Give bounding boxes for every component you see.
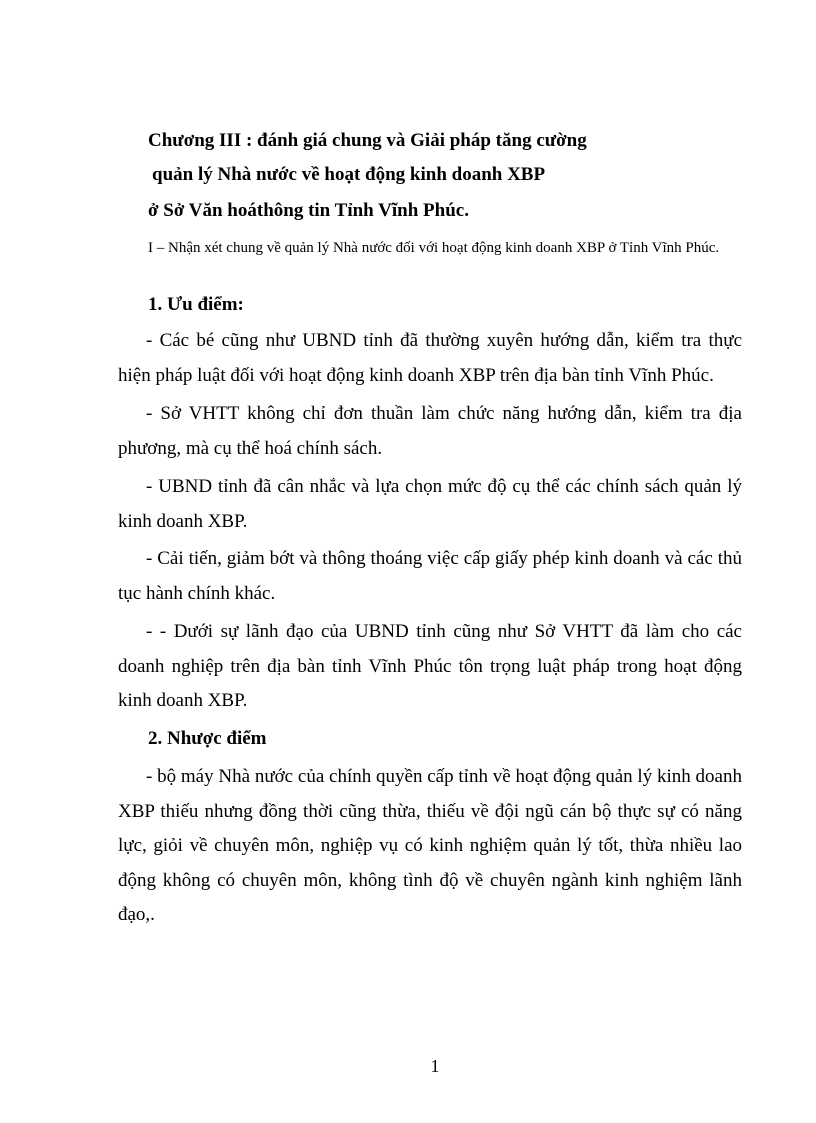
advantage-paragraph: - Các bé cũng như UBND tỉnh đã thường xuyên hướng dẫn, kiểm tra thực hiện pháp luật đối với hoạt động kinh doanh XBP trên địa bàn tỉnh Vĩnh Phúc. (118, 330, 742, 386)
advantage-paragraph: - Cải tiến, giảm bớt và thông thoáng việc cấp giấy phép kinh doanh và các thủ tục hành chính khác. (118, 548, 742, 604)
advantage-paragraph: - - Dưới sự lãnh đạo của UBND tỉnh cũng như Sở VHTT đã làm cho các doanh nghiệp trên địa bàn tỉnh Vĩnh Phúc tôn trọng luật pháp trong hoạt động kinh doanh XBP. (118, 621, 742, 711)
chapter-heading-line-2: quản lý Nhà nước về hoạt động kinh doanh XBP (152, 164, 546, 185)
advantage-paragraph: - UBND tỉnh đã cân nhắc và lựa chọn mức độ cụ thể các chính sách quản lý kinh doanh XBP. (118, 476, 742, 532)
chapter-heading-line-1: Chương III : đánh giá chung và Giải pháp tăng cường (148, 130, 587, 151)
advantage-paragraph: - Sở VHTT không chỉ đơn thuần làm chức năng hướng dẫn, kiểm tra địa phương, mà cụ thể hoá chính sách. (118, 403, 742, 459)
page-number: 1 (430, 1056, 440, 1076)
chapter-heading-line-3: ở Sở Văn hoáthông tin Tỉnh Vĩnh Phúc. (148, 200, 469, 221)
advantages-title: 1. Ưu điểm: (148, 294, 244, 315)
section-title: I – Nhận xét chung về quản lý Nhà nước đối với hoạt động kinh doanh XBP ở Tỉnh Vĩnh Phúc. (148, 240, 720, 256)
disadvantage-paragraph: - bộ máy Nhà nước của chính quyền cấp tỉnh về hoạt động quản lý kinh doanh XBP thiếu nhưng đồng thời cũng thừa, thiếu về đội ngũ cán bộ thực sự có năng lực, giỏi về chuyên môn, nghiệp vụ có kinh nghiệm quản lý tốt, thừa nhiều lao động không có chuyên môn, không tình độ về chuyên ngành kinh nghiệm lãnh đạo,. (118, 766, 742, 925)
disadvantages-title: 2. Nhược điểm (148, 728, 267, 749)
